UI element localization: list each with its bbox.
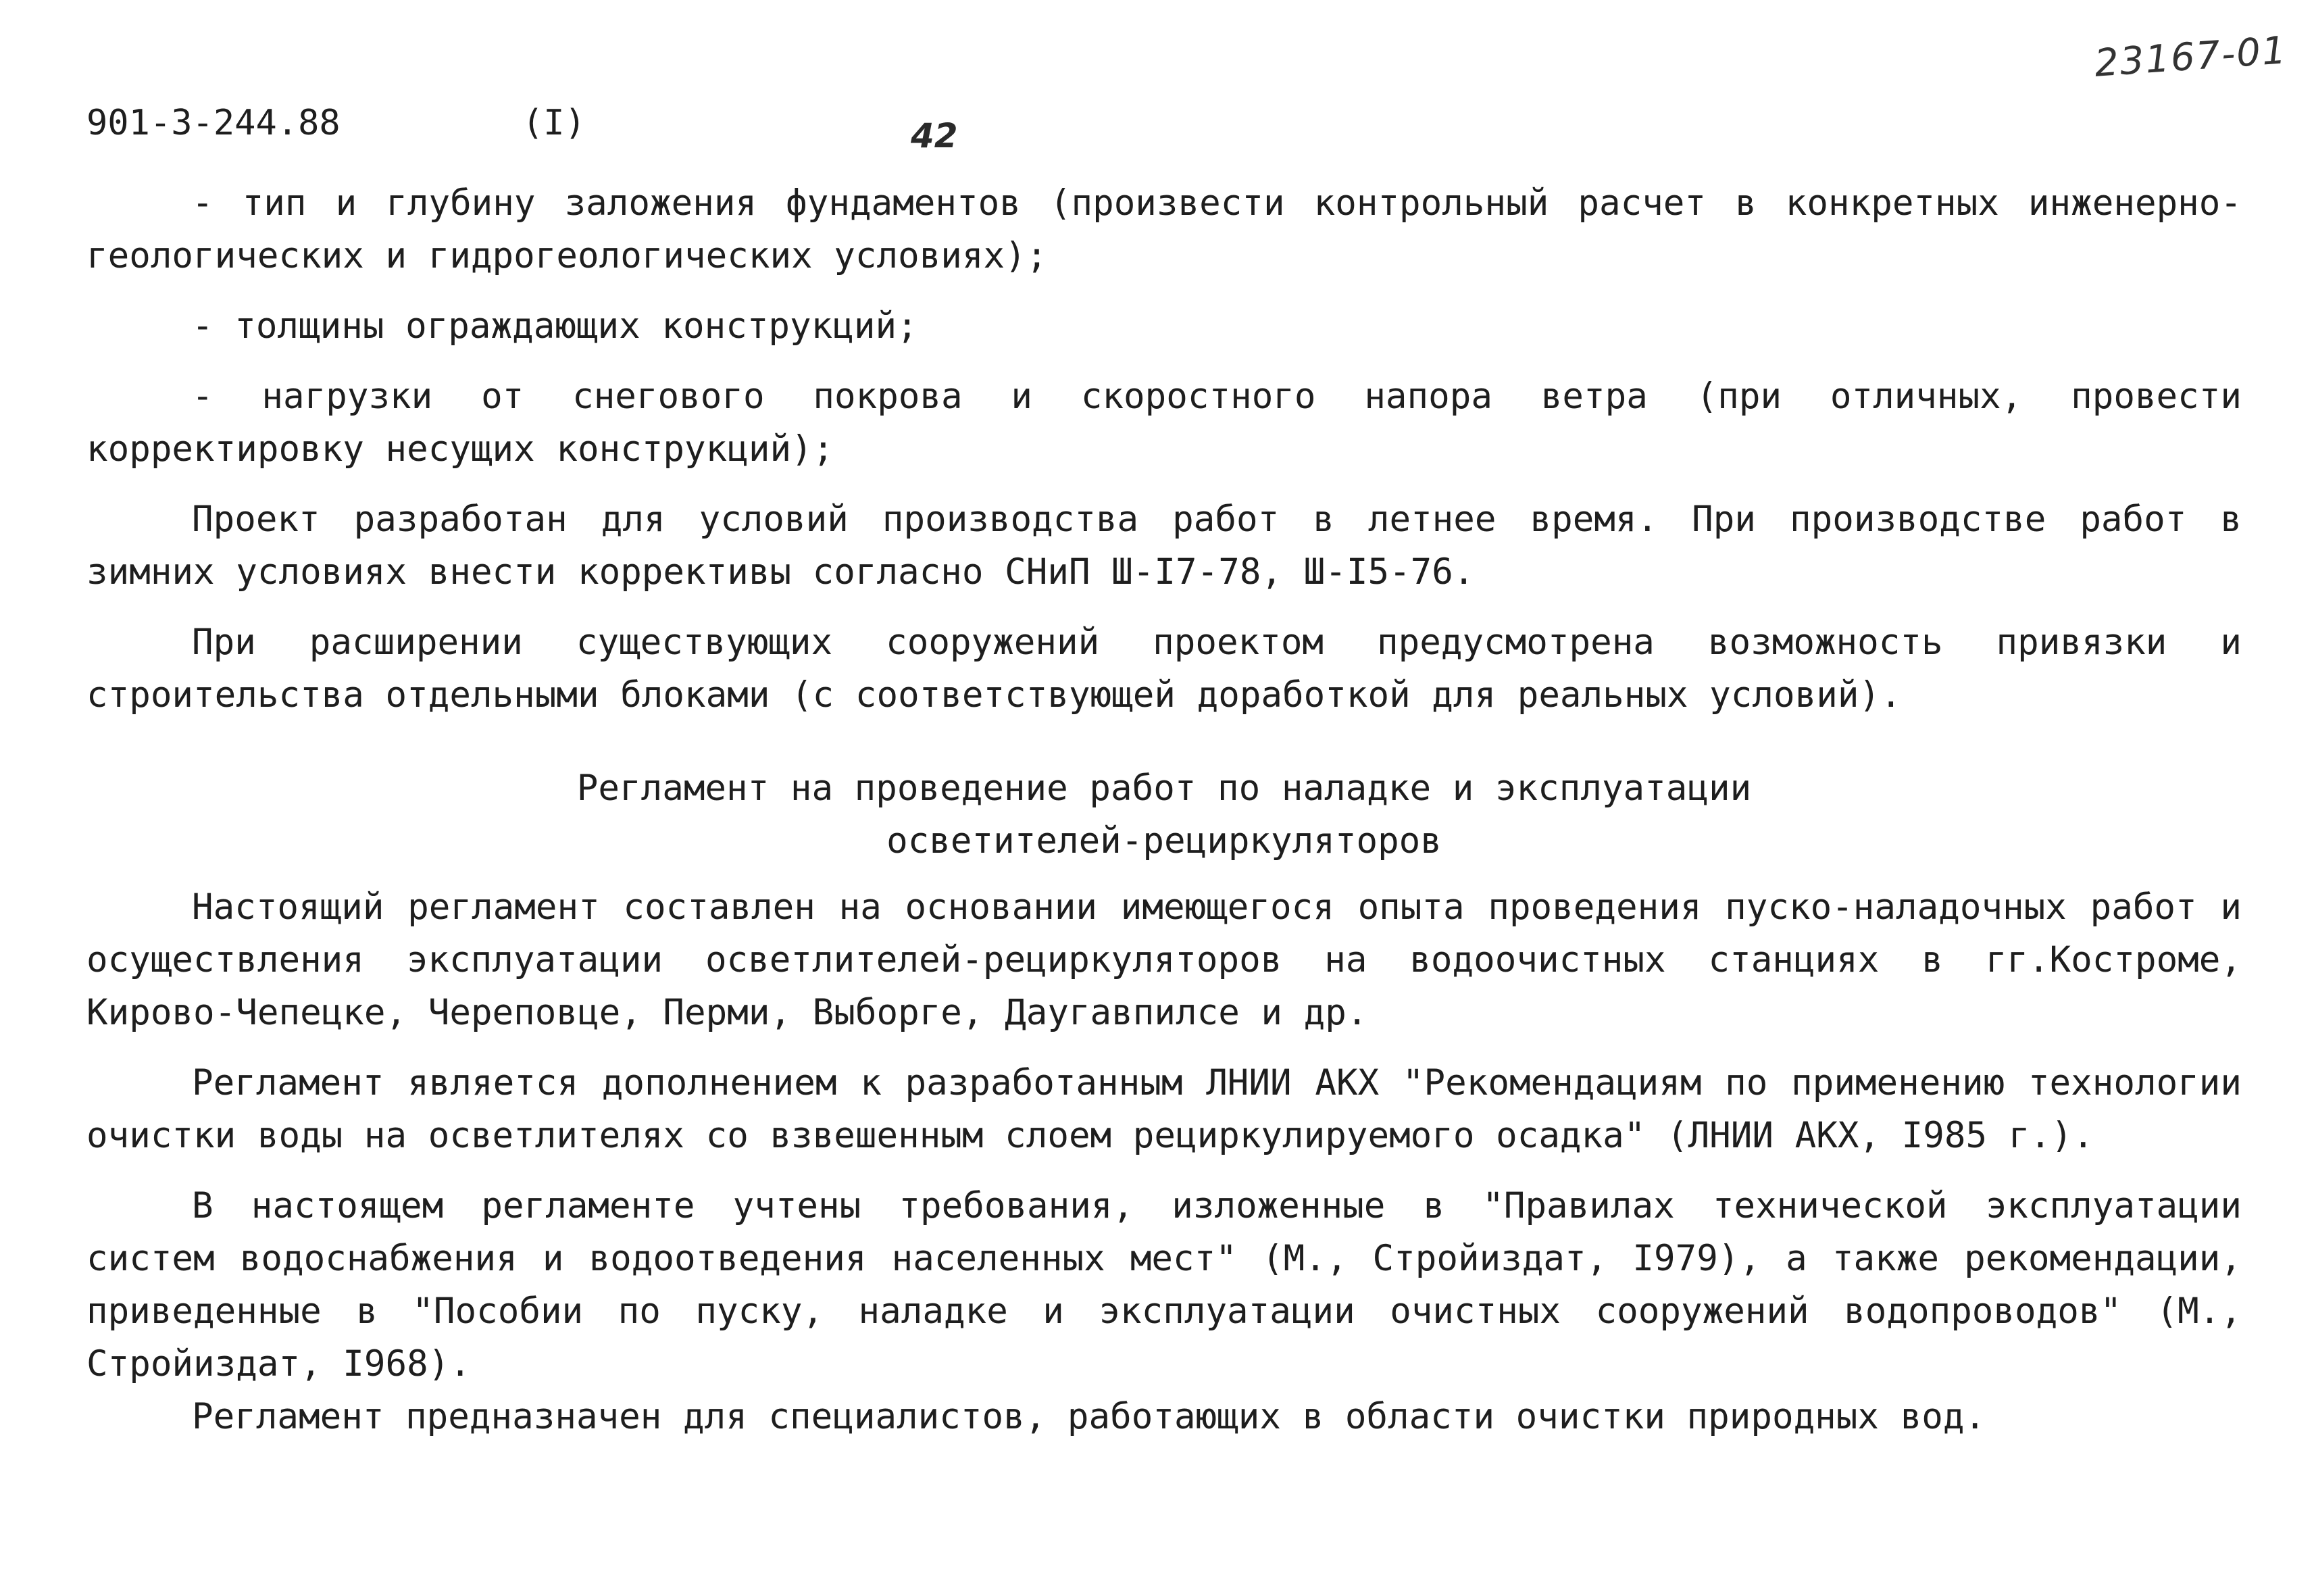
paragraph-audience: Регламент предназначен для специалистов, работающих в области очистки природных вод.	[192, 1396, 1986, 1437]
archive-number: 23167-01	[2093, 28, 2289, 86]
list-item-foundations: - тип и глубину заложения фундаментов (произвести контрольный расчет в конкретных инженерно-геологических и гидрогеологических условиях);	[86, 182, 2242, 276]
paragraph-winter-conditions: Проект разработан для условий производства работ в летнее время. При производстве работ в зимних условиях внести коррективы согласно СНиП Ш-I7-78, Ш-I5-76.	[86, 499, 2242, 593]
paragraph-expansion: При расширении существующих сооружений проектом предусмотрена возможность привязки и строительства отдельными блоками (с соответствующей доработкой для реальных условий).	[86, 622, 2242, 716]
document-body	[86, 177, 2242, 1461]
paragraph-supplement: Регламент является дополнением к разработанным ЛНИИ АКХ "Рекомендациям по применению технологии очистки воды на осветлителях со взвешенным слоем рециркулируемого осадка" (ЛНИИ АКХ, I985 г.).	[86, 1062, 2242, 1156]
section-heading-line-1: Регламент на проведение работ по наладке и эксплуатации	[576, 768, 1752, 809]
section-heading	[86, 762, 2242, 868]
paragraph-basis: Настоящий регламент составлен на основании имеющегося опыта проведения пуско-наладочных работ и осуществления эксплуатации осветлителей-рециркуляторов на водоочистных станциях в гг.Костроме, Кирово-Чепецке, Череповце, Перми, Выборге, Даугавпилсе и др.	[86, 887, 2242, 1033]
list-item-loads: - нагрузки от снегового покрова и скоростного напора ветра (при отличных, провести корректировку несущих конструкций);	[86, 376, 2242, 470]
paragraph-requirements: В настоящем регламенте учтены требования, изложенные в "Правилах технической эксплуатации систем водоснабжения и водоотведения населенных мест" (М., Стройиздат, I979), а также рекомендации, приведенные в "Пособии по пуску, наладке и эксплуатации очистных сооружений водопроводов" (М., Стройиздат, I968).	[86, 1185, 2242, 1385]
list-item-walls: - толщины ограждающих конструкций;	[192, 305, 918, 347]
doc-code: 901-3-244.88	[86, 103, 341, 143]
section-heading-line-2: осветителей-рециркуляторов	[886, 820, 1442, 862]
page-number: 42	[911, 116, 958, 155]
volume-number: (I)	[522, 103, 586, 143]
